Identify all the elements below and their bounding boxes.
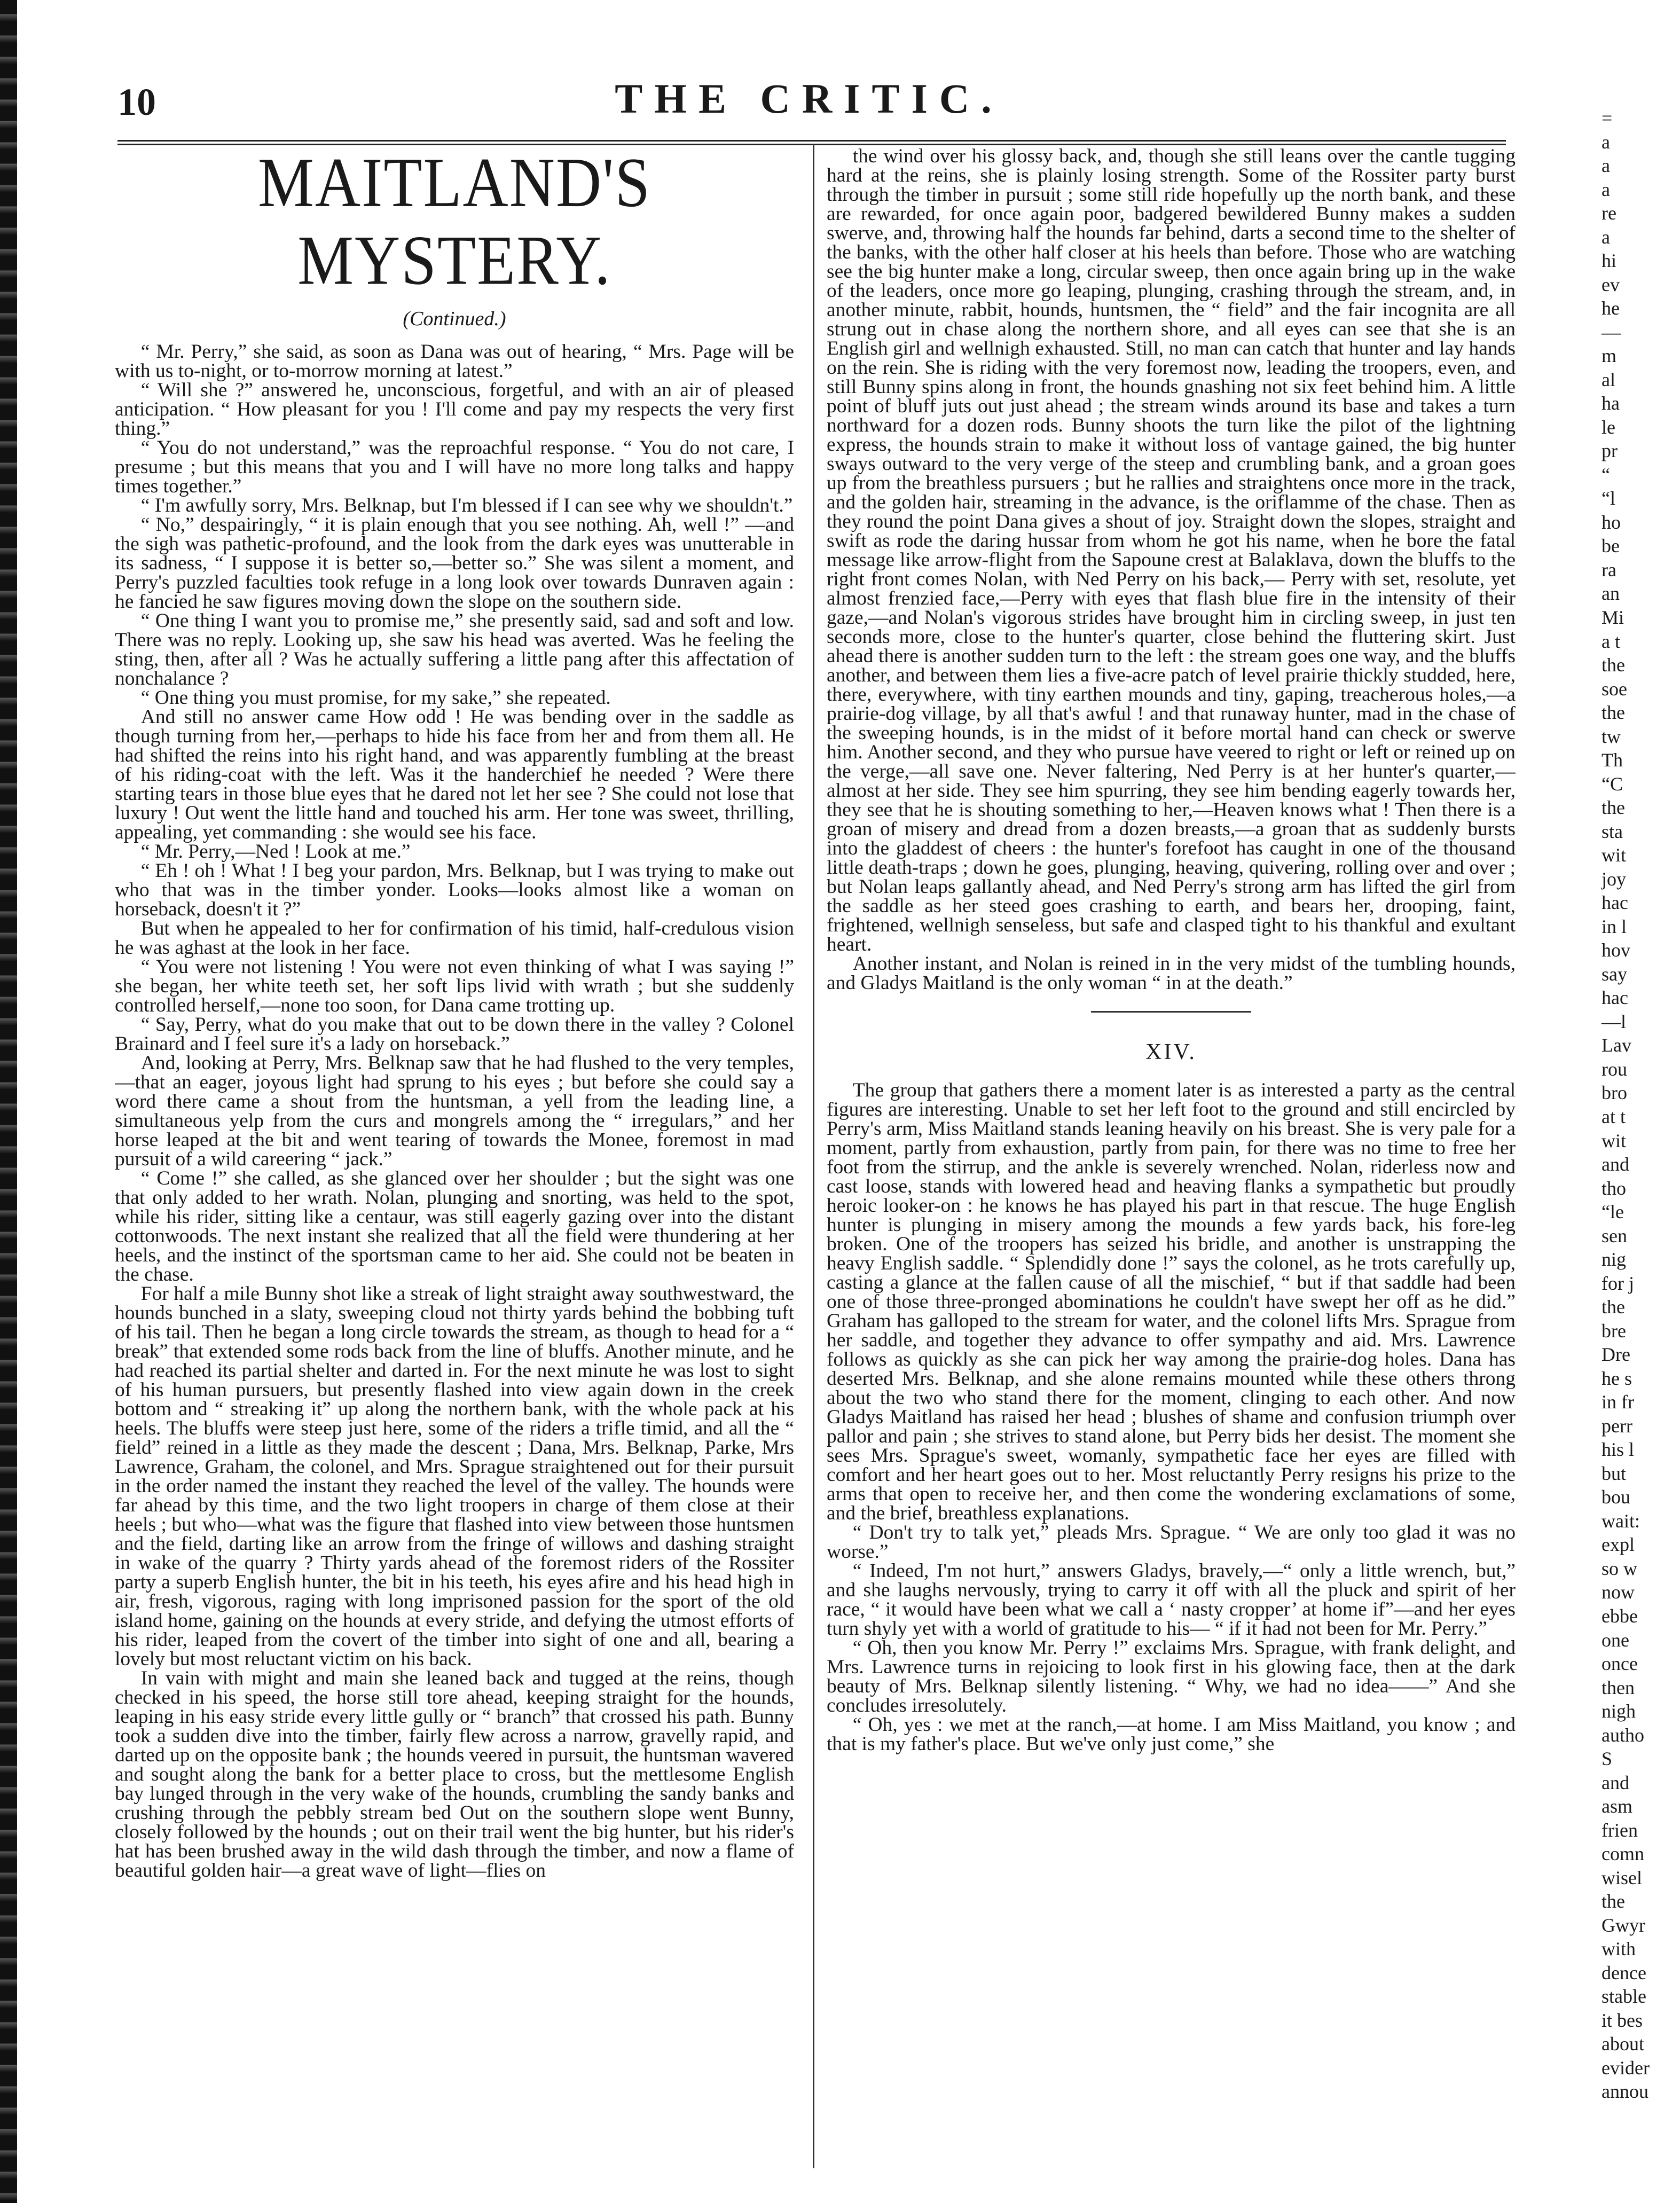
margin-fragment: wisel <box>1602 1867 1642 1888</box>
margin-fragment: wit <box>1602 844 1627 866</box>
margin-fragment: pr <box>1602 440 1618 461</box>
margin-fragment: m <box>1602 345 1617 366</box>
paragraph: “ You do not understand,” was the reproachful response. “ You do not care, I presume ; but this means that you and I will have no more long talks and happy times together.” <box>115 437 794 497</box>
margin-fragment: Mi <box>1602 607 1624 628</box>
margin-fragment: the <box>1602 797 1625 818</box>
margin-fragment: a <box>1602 131 1610 153</box>
journal-title: THE CRITIC. <box>615 75 1003 122</box>
margin-fragment: “l <box>1602 488 1615 509</box>
paragraph: “ I'm awfully sorry, Mrs. Belknap, but I'm blessed if I can see why we shouldn't.” <box>140 495 793 516</box>
margin-fragment: his l <box>1602 1439 1635 1460</box>
margin-fragment: be <box>1602 535 1620 556</box>
margin-fragment: tho <box>1602 1178 1627 1199</box>
right-column-body <box>827 147 1516 993</box>
paragraph: “ Will she ?” answered he, unconscious, forgetful, and with an air of pleased anticipation. “ How pleasant for you ! I'll come and pay my respects the very first thing.” <box>115 379 794 440</box>
chapter-number: XIV. <box>1145 1040 1197 1064</box>
margin-fragment: say <box>1602 963 1627 985</box>
margin-fragment: Dre <box>1602 1344 1630 1365</box>
margin-fragment: wait: <box>1602 1510 1640 1532</box>
margin-fragment: so w <box>1602 1558 1638 1579</box>
column-divider <box>813 144 814 2168</box>
paragraph: And still no answer came How odd ! He was bending over in the saddle as though turning from her,—perhaps to hide his face from her and from them all. He had shifted the reins into his right hand, and was apparently fumbling at the breast of his riding-coat with the left. Was it the handerchief he needed ? Were there starting tears in those blue eyes that he dared not let her see ? She could not lose that luxury ! Out went the little hand and touched his arm. Her tone was sweet, thrilling, appealing, yet commanding : she would see his face. <box>115 706 794 843</box>
margin-fragment: the <box>1602 702 1625 723</box>
margin-fragment: about <box>1602 2033 1644 2055</box>
paragraph: “ Indeed, I'm not hurt,” answers Gladys, bravely,—“ only a little wrench, but,” and she laughs nervously, trying to carry it off with all the pluck and spirit of her race, “ it would have been what we call a ‘ nasty cropper’ at home if”—and her eyes turn shyly yet with a world of gratitude to his— “ if it had not been for Mr. Perry.” <box>827 1560 1516 1640</box>
right-column <box>827 147 1516 2171</box>
margin-fragment: S <box>1602 1748 1613 1769</box>
margin-fragment: le <box>1602 417 1615 438</box>
margin-fragment: sen <box>1602 1225 1627 1246</box>
margin-fragment: the <box>1602 1296 1625 1318</box>
margin-fragment: hac <box>1602 892 1628 913</box>
margin-fragment: Lav <box>1602 1034 1631 1056</box>
paragraph: Another instant, and Nolan is reined in in the very midst of the tumbling hounds, and Gladys Maitland is the only woman “ in at the death.” <box>827 953 1516 994</box>
margin-fragment: hov <box>1602 939 1630 961</box>
margin-fragment: nigh <box>1602 1700 1636 1722</box>
header-rule <box>117 140 1506 145</box>
paragraph: “ Don't try to talk yet,” pleads Mrs. Sprague. “ We are only too glad it was no worse.” <box>827 1522 1516 1563</box>
paragraph: the wind over his glossy back, and, though she still leans over the cantle tugging hard at the reins, she is plainly losing strength. Some of the Rossiter party burst through the timber in pursuit ; some still ride hopefully up the north bank, and these are rewarded, for once again poor, badgered bewildered Bunny makes a sudden swerve, and, throwing half the hounds far behind, darts a second time to the shelter of the banks, with the other half closer at his heels than before. Those who are watching see the big hunter make a long, circular sweep, then once again bring up in the wake of the leaders, once more go leaping, plunging, crashing through the stream, and, in another minute, rabbit, hounds, huntsmen, the “ field” and the fair incognita are all strung out in chase along the northern shore, and all eyes can see that she is an English girl and wellnigh exhausted. Still, no man can catch that hunter and lay hands on the rein. She is riding with the very foremost now, leading the troopers, even, and still Bunny spins along in front, the hounds gnashing not six feet behind him. A little point of bluff juts out just ahead ; the stream winds around its base and takes a turn northward for a dozen rods. Bunny shoots the turn like the pilot of the lightning express, the hounds strain to make it without loss of vantage gained, the big hunter sways outward to the very verge of the steep and crumbling bank, and a groan goes up from the breathless pursuers ; but he rallies and straightens once more in the track, and the golden hair, streaming in the advance, is the oriflamme of the chase. Then as they round the point Dana gives a shout of joy. Straight down the slopes, straight and swift as rode the daring hussar from whom he got his name, when he bore the fatal message like arrow-flight from the Sapoune crest at Balaklava, down the bluffs to the right front comes Nolan, with Ned Perry on his back,— Perry with set, resolute, yet almost frenzied face,—Perry with eyes that flash blue fire in the intensity of their gaze,—and Nolan's vigorous strides have brought him in circling sweep, in just ten seconds more, close to the hunter's quarter, close behind the fluttering skirt. Just ahead there is another sudden turn to the left : the stream goes one way, and the bluffs another, and between them lies a five-acre patch of level prairie thickly studded, here, there, everywhere, with tiny earthen mounds and tiny, gaping, treacherous holes,—a prairie-dog village, by all that's awful ! and that runaway hunter, mad in the chase of the sweeping hounds, is in the midst of it before mortal hand can check or swerve him. Another second, and they who pursue have veered to right or left or reined up on the verge,—all save one. Never faltering, Ned Perry is at her hunter's quarter,—almost at her side. They see him spurring, they see him bending eagerly towards her, they see that he is shouting something to her,—Heaven knows what ! Then there is a groan of misery and dread from a dozen breasts,—a groan that as suddenly bursts into the gladdest of cheers : the hunter's forefoot has caught in one of the thousand little death-traps ; down he goes, plunging, heaving, quivering, rolling over and over ; but Nolan leaps gallantly ahead, and Ned Perry's strong arm has lifted the girl from the saddle as her steed goes crashing to earth, and bears her, drooping, faint, frightened, wellnigh senseless, but safe and clasped tight to his thankful and exultant heart. <box>827 147 1516 955</box>
page-header <box>117 75 1501 134</box>
paragraph: “ Mr. Perry,—Ned ! Look at me.” <box>140 841 411 863</box>
margin-fragment: bre <box>1602 1320 1626 1342</box>
paragraph: “ Come !” she called, as she glanced over her shoulder ; but the sight was one that only added to her wrath. Nolan, plunging and snorting, was held to the spot, while his rider, sitting like a centaur, was still eagerly gazing over into the distant cottonwoods. The next instant she realized that all the field were thundering at her heels, and the instinct of the sportsman came to her aid. She could not be beaten in the chase. <box>115 1167 794 1285</box>
margin-fragment: expl <box>1602 1534 1635 1555</box>
margin-fragment: dence <box>1602 1962 1646 1984</box>
margin-fragment: a <box>1602 155 1610 176</box>
margin-fragment: one <box>1602 1629 1629 1651</box>
paragraph: And, looking at Perry, Mrs. Belknap saw that he had flushed to the very temples,—that an eager, joyous light had sprung to his eyes ; but before she could say a word there came a shout from the huntsman, a yell from the leading line, a simultaneous yelp from the curs and mongrels among the “ irregulars,” and her horse leaped at the bit and went tearing of towards the Monee, foremost in mad pursuit of a wild careering “ jack.” <box>115 1052 794 1170</box>
margin-fragment: evider <box>1602 2057 1650 2079</box>
margin-fragment: frien <box>1602 1820 1638 1841</box>
margin-fragment: comn <box>1602 1843 1644 1864</box>
margin-fragment: at t <box>1602 1106 1626 1127</box>
margin-fragment: re <box>1602 202 1616 224</box>
margin-fragment: bou <box>1602 1486 1630 1508</box>
margin-fragment: “le <box>1602 1201 1624 1222</box>
margin-fragment: now <box>1602 1581 1635 1603</box>
margin-fragment: he <box>1602 297 1620 319</box>
margin-fragment: sta <box>1602 821 1623 842</box>
margin-fragment: joy <box>1602 868 1627 890</box>
paragraph: In vain with might and main she leaned back and tugged at the reins, though checked in his speed, the horse still tore ahead, keeping straight for the hounds, leaping in his easy stride every little gully or “ branch” that crossed his path. Bunny took a sudden dive into the timber, fairly flew across a narrow, gravelly rapid, and darted up on the opposite bank ; the hounds veered in pursuit, the huntsman wavered and sought along the bank for a better place to cross, but the mettlesome English bay lunged through in the very wake of the hounds, crumbling the sandy banks and crushing through the pebbly stream bed Out on the southern slope went Bunny, closely followed by the hounds ; out on their trail went the big hunter, but his rider's hat has been brushed away in the wild dash through the timber, and now a flame of beautiful golden hair—a great wave of light—flies on <box>115 1667 794 1881</box>
margin-fragment: Th <box>1602 749 1623 771</box>
paragraph: “ Oh, yes : we met at the ranch,—at home. I am Miss Maitland, you know ; and that is my father's place. But we've only just come,” she <box>827 1714 1516 1755</box>
margin-fragment: Gwyr <box>1602 1915 1645 1936</box>
margin-fragment: the <box>1602 654 1625 676</box>
margin-fragment: in l <box>1602 916 1627 937</box>
paragraph: “ Say, Perry, what do you make that out to be down there in the valley ? Colonel Brainard and I feel sure it's a lady on horseback.” <box>115 1014 794 1055</box>
paragraph: “ No,” despairingly, “ it is plain enough that you see nothing. Ah, well !” —and the sigh was pathetic-profound, and the look from the dark eyes was unutterable in its sadness, “ I suppose it is better so,—better so.” She was silent a moment, and Perry's puzzled faculties took refuge in a long look over towards Dunraven again : he fancied he saw figures moving down the slope on the southern side. <box>115 514 794 613</box>
page-number: 10 <box>117 81 156 123</box>
margin-fragment: perr <box>1602 1415 1632 1437</box>
paragraph: For half a mile Bunny shot like a streak of light straight away southwestward, the hounds bunched in a slaty, sweeping cloud not thirty yards behind the bobbing tuft of his tail. Then he began a long circle towards the stream, as though to head for a “ break” that extended some rods back from the line of bluffs. Another minute, and he had reached its partial shelter and darted in. For the next minute he was lost to sight of his human pursuers, but presently flashed into view again down in the creek bottom and “ streaking it” up along the northern bank, with the whole pack at his heels. The bluffs were steep just here, some of the riders a trifle timid, and all the “ field” reined in a little as they made the descent ; Dana, Mrs. Belknap, Parke, Mrs Lawrence, Graham, the colonel, and Mrs. Sprague straightened out for their pursuit in the order named the instant they reached the level of the valley. The hounds were far ahead by this time, and the two light troopers in charge of them close at their heels ; but who—what was the figure that flashed into view between those huntsmen and the field, darting like an arrow from the fringe of willows and dashing straight in wake of the quarry ? Thirty yards ahead of the foremost riders of the Rossiter party a superb English hunter, the bit in his teeth, his eyes afire and his head high in air, fresh, vigorous, raging with long imprisoned passion for the sport of the old island home, gaining on the hounds at every stride, and defying the utmost efforts of his rider, leaped from the covert of the timber into sight of one and all, bearing a lovely but most reluctant victim on his back. <box>115 1283 794 1670</box>
margin-fragment: al <box>1602 369 1615 390</box>
margin-fragment: ha <box>1602 393 1620 414</box>
paragraph: “ Oh, then you know Mr. Perry !” exclaims Mrs. Sprague, with frank delight, and Mrs. Lawrence turns in rejoicing to look first in his glowing face, then at the dark beauty of Mrs. Belknap silently listening. “ Why, we had no idea——” And she concludes irresolutely. <box>827 1637 1516 1716</box>
margin-fragment: with <box>1602 1938 1636 1959</box>
margin-fragment: ra <box>1602 559 1616 581</box>
margin-fragment: “C <box>1602 773 1623 795</box>
paragraph: “ Mr. Perry,” she said, as soon as Dana was out of hearing, “ Mrs. Page will be with us to-night, or to-morrow morning at latest.” <box>115 341 794 382</box>
margin-fragment: hi <box>1602 250 1617 271</box>
margin-fragment: soe <box>1602 678 1627 700</box>
margin-fragment: — <box>1602 322 1621 343</box>
left-column-body <box>115 342 794 1880</box>
margin-fragment: and <box>1602 1154 1629 1175</box>
margin-fragment: then <box>1602 1677 1635 1698</box>
margin-fragment: annou <box>1602 2081 1648 2102</box>
continued-note: (Continued.) <box>403 308 506 330</box>
margin-fragment: an <box>1602 583 1620 604</box>
margin-fragment: hac <box>1602 987 1628 1008</box>
margin-fragment: the <box>1602 1891 1625 1912</box>
margin-fragment: he s <box>1602 1368 1632 1389</box>
margin-fragment: autho <box>1602 1724 1644 1746</box>
margin-fragment: ebbe <box>1602 1605 1638 1627</box>
margin-fragment: a t <box>1602 631 1620 652</box>
paragraph: But when he appealed to her for confirmation of his timid, half-credulous vision he was aghast at the look in her face. <box>115 918 794 959</box>
adjacent-page-margin <box>1594 107 1680 2126</box>
left-column <box>115 147 794 2171</box>
margin-fragment: but <box>1602 1463 1627 1484</box>
paragraph: The group that gathers there a moment later is as interested a party as the central figures are interesting. Unable to set her left foot to the ground and still encircled by Perry's arm, Miss Maitland stands leaning heavily on his breast. She is very pale for a moment, partly from exhaustion, partly from pain, for there was no time to free her foot from the stirrup, and the ankle is severely wrenched. Nolan, riderless now and cast loose, stands with lowered head and heaving flanks a sympathetic but proudly heroic looker-on : he knows he has played his part in that rescue. The huge English hunter is plunging in misery among the mounds a few yards back, his fore-leg broken. One of the troopers has seized his bridle, and another is unstrapping the heavy English saddle. “ Splendidly done !” says the colonel, as he trots carefully up, casting a glance at the fallen cause of all the mischief, “ but if that saddle had been one of those three-pronged abominations he couldn't have swept her off as he did.” Graham has galloped to the stream for water, and the colonel lifts Mrs. Sprague from her saddle, and together they advance to offer sympathy and aid. Mrs. Lawrence follows as quickly as she can pick her way among the prairie-dog holes. Dana has deserted Mrs. Belknap, and she alone remains mounted while these others throng about the two who stand there for the moment, clinging to each other. And now Gladys Maitland has raised her head ; blushes of shame and confusion triumph over pallor and pain ; she strives to stand alone, but Perry bids her desist. The moment she sees Mrs. Sprague's sweet, womanly, sympathetic face her eyes are filled with comfort and her heart goes out to her. Most reluctantly Perry resigns his prize to the arms that open to receive her, and then come the wondering exclamations of some, and the brief, breathless explanations. <box>827 1079 1516 1524</box>
margin-fragment: rou <box>1602 1059 1627 1080</box>
margin-fragment: for j <box>1602 1273 1634 1294</box>
margin-fragment: = <box>1602 107 1613 129</box>
margin-fragment: wit <box>1602 1130 1627 1151</box>
page-binding-edge <box>0 0 17 2203</box>
margin-fragment: nig <box>1602 1249 1627 1270</box>
paragraph: “ Eh ! oh ! What ! I beg your pardon, Mrs. Belknap, but I was trying to make out who that was in the timber yonder. Looks—looks almost like a woman on horseback, doesn't it ?” <box>115 860 794 920</box>
margin-fragment: a <box>1602 179 1610 200</box>
margin-fragment: ev <box>1602 274 1620 295</box>
margin-fragment: stable <box>1602 1986 1646 2007</box>
margin-fragment: “ <box>1602 464 1610 485</box>
paragraph: “ One thing you must promise, for my sake,” she repeated. <box>140 687 611 709</box>
margin-fragment: in fr <box>1602 1391 1634 1413</box>
article-title: MAITLAND'S MYSTERY. <box>257 147 651 300</box>
margin-fragment: —l <box>1602 1011 1627 1032</box>
margin-fragment: ho <box>1602 512 1621 533</box>
paragraph: “ One thing I want you to promise me,” she presently said, sad and soft and low. There was no reply. Looking up, she saw his head was averted. Was he feeling the sting, then, after all ? Was he actually suffering a little pang after this affectation of nonchalance ? <box>115 610 794 689</box>
margin-fragment: asm <box>1602 1796 1632 1817</box>
margin-fragment: bro <box>1602 1082 1627 1103</box>
margin-fragment: and <box>1602 1772 1629 1793</box>
paragraph: “ You were not listening ! You were not even thinking of what I was saying !” she began, her white teeth set, her soft lips livid with wrath ; but she suddenly controlled herself,—none too soon, for Dana came trotting up. <box>115 956 794 1016</box>
chapter-rule <box>1091 1011 1251 1013</box>
margin-fragment: tw <box>1602 726 1621 747</box>
margin-fragment: once <box>1602 1653 1638 1674</box>
chapter-body <box>827 1081 1516 1754</box>
margin-fragment: a <box>1602 226 1610 248</box>
margin-fragment: it bes <box>1602 2010 1643 2031</box>
